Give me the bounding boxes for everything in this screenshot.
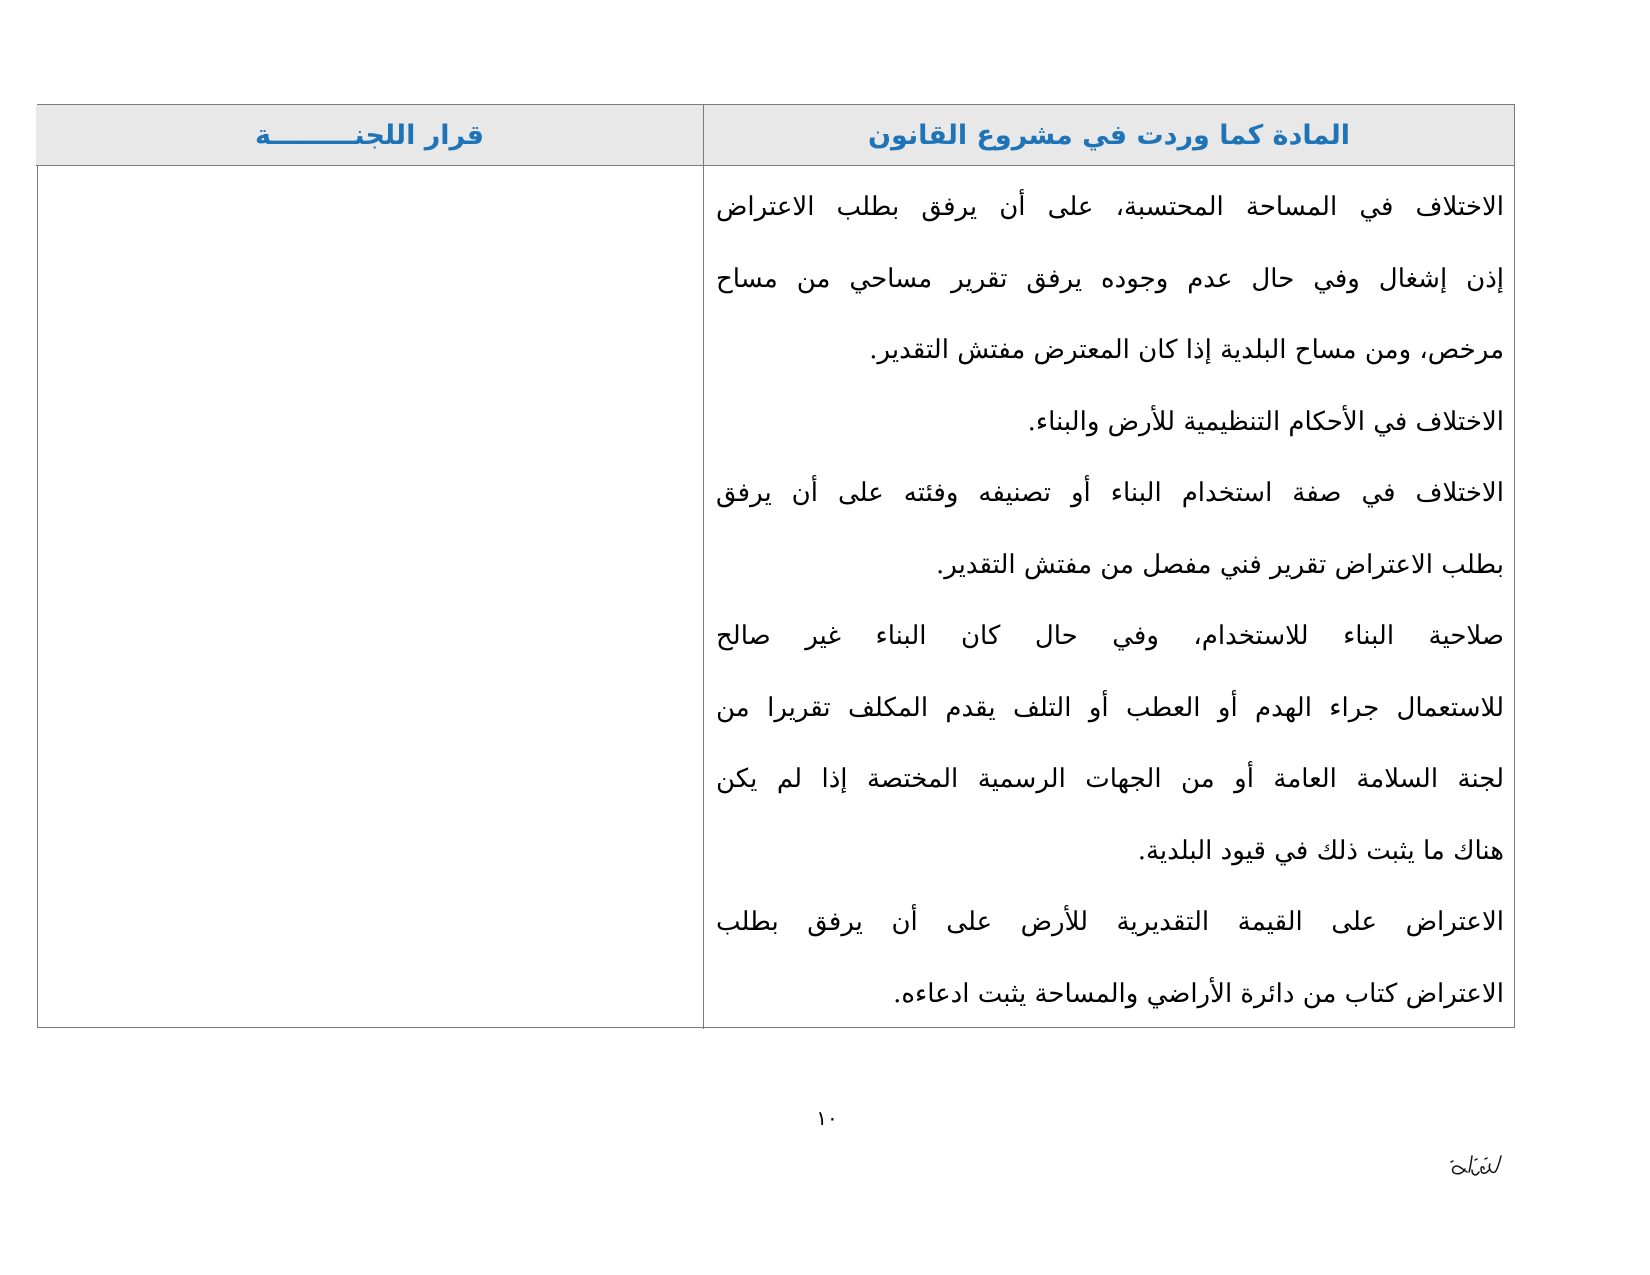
header-decision-text: قرار اللجنـــــــــة <box>255 119 484 151</box>
article-text-cell <box>703 166 1514 1029</box>
header-article-cell <box>703 105 1514 166</box>
article-line: الاختلاف في المساحة المحتسبة، على أن يرفق بطلب الاعتراض <box>716 192 1504 222</box>
article-line: الاختلاف في صفة استخدام البناء أو تصنيفه وفئته على أن يرفق <box>716 478 1504 508</box>
committee-decision-cell <box>36 166 703 1029</box>
page-number: ١٠ <box>816 1106 838 1130</box>
article-line: الاعتراض كتاب من دائرة الأراضي والمساحة يثبت ادعاءه. <box>893 978 1504 1009</box>
legislation-table <box>37 104 1515 1028</box>
signature-mark <box>1445 1148 1505 1182</box>
article-line: الاعتراض على القيمة التقديرية للأرض على أن يرفق بطلب <box>716 907 1504 937</box>
article-line: لجنة السلامة العامة أو من الجهات الرسمية المختصة إذا لم يكن <box>716 764 1504 794</box>
article-line: مرخص، ومن مساح البلدية إذا كان المعترض مفتش التقدير. <box>869 335 1504 365</box>
article-line: الاختلاف في الأحكام التنظيمية للأرض والبناء. <box>1027 406 1504 437</box>
header-decision-cell <box>36 105 703 166</box>
header-article-text: المادة كما وردت في مشروع القانون <box>868 119 1350 151</box>
article-line: هناك ما يثبت ذلك في قيود البلدية. <box>1137 835 1504 866</box>
article-line: إذن إشغال وفي حال عدم وجوده يرفق تقرير مساحي من مساح <box>716 263 1504 294</box>
article-line: صلاحية البناء للاستخدام، وفي حال كان البناء غير صالح <box>716 621 1504 651</box>
article-line: بطلب الاعتراض تقرير فني مفصل من مفتش التقدير. <box>936 549 1504 580</box>
article-line: للاستعمال جراء الهدم أو العطب أو التلف يقدم المكلف تقريرا من <box>716 692 1504 723</box>
